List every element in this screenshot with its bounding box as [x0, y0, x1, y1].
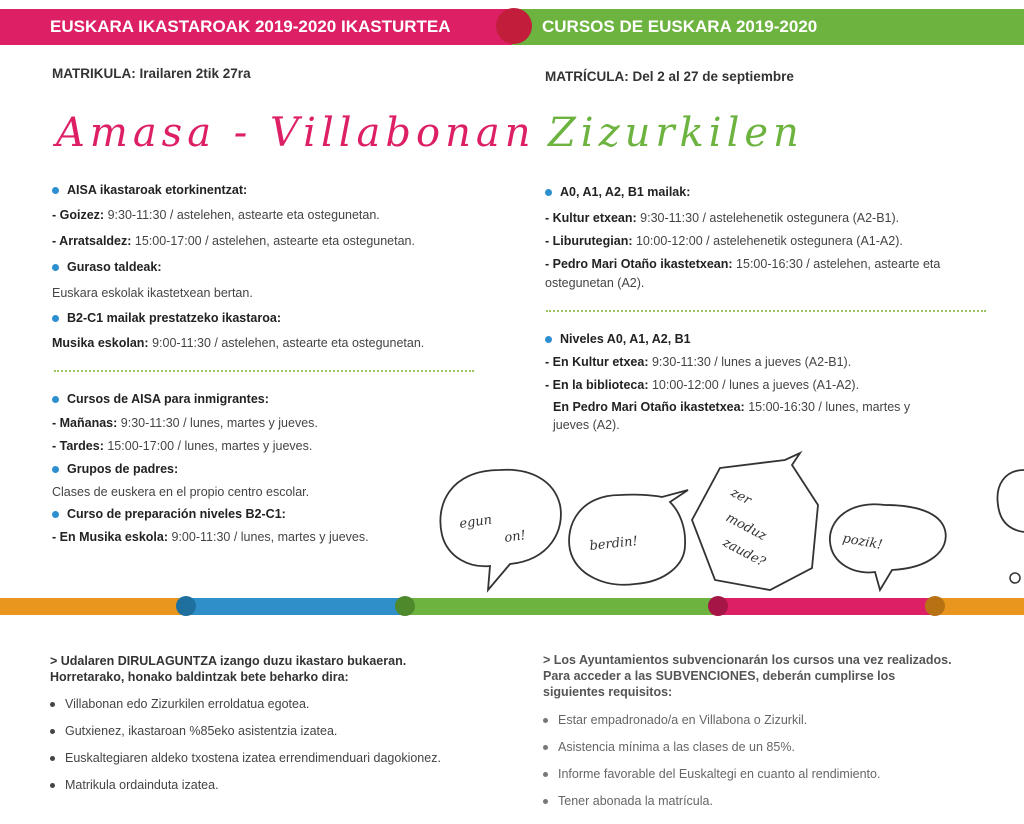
speech-bubbles-illustration — [430, 450, 1024, 600]
matricula-right-value: Del 2 al 27 de septiembre — [632, 69, 794, 84]
bullet-icon — [50, 702, 55, 707]
left-es-padres-heading: Grupos de padres: — [52, 462, 178, 476]
divider-left — [54, 370, 474, 372]
matricula-left-label: MATRIKULA: — [52, 66, 136, 81]
stripe-green — [405, 598, 718, 615]
bubble-1-line-2: on! — [503, 528, 527, 546]
left-eu-arratsaldez: - Arratsaldez: 15:00-17:00 / astelehen, astearte eta ostegunetan. — [52, 234, 415, 248]
matricula-right — [545, 69, 794, 84]
subsidy-es-item-3: Informe favorable del Euskaltegi en cuanto al rendimiento. — [543, 767, 880, 781]
bullet-icon — [52, 396, 59, 403]
bullet-icon — [543, 718, 548, 723]
speech-bubble-3 — [692, 453, 818, 590]
right-eu-pedro-2: ostegunetan (A2). — [545, 276, 645, 290]
left-es-musika: - En Musika eskola: 9:00-11:30 / lunes, martes y jueves. — [52, 530, 369, 544]
left-es-mananas: - Mañanas: 9:30-11:30 / lunes, martes y jueves. — [52, 416, 318, 430]
bubble-1-line-1: egun — [458, 512, 494, 532]
place-script-left: Amasa - Villabonan — [56, 110, 536, 156]
bullet-icon — [543, 745, 548, 750]
header-circle — [496, 8, 532, 44]
matricula-left-value: Irailaren 2tik 27ra — [139, 66, 251, 81]
stripe-orange — [0, 598, 185, 615]
stripe-pink — [718, 598, 935, 615]
divider-right — [546, 310, 986, 312]
bullet-icon — [50, 783, 55, 788]
bullet-icon — [52, 511, 59, 518]
left-eu-aisa-heading: AISA ikastaroak etorkinentzat: — [52, 183, 247, 197]
right-es-biblioteca: - En la biblioteca: 10:00-12:00 / lunes a jueves (A1-A2). — [545, 378, 860, 392]
speech-bubble-2 — [569, 490, 688, 585]
bullet-icon — [543, 772, 548, 777]
bullet-icon — [50, 756, 55, 761]
stripe-dot-pink — [708, 596, 728, 616]
subsidy-eu-item-1: Villabonan edo Zizurkilen erroldatua egotea. — [50, 697, 309, 711]
right-es-levels-heading: Niveles A0, A1, A2, B1 — [545, 332, 691, 346]
right-eu-kultur: - Kultur etxean: 9:30-11:30 / astelehenetik ostegunera (A2-B1). — [545, 211, 900, 225]
header-title-right: CURSOS DE EUSKARA 2019-2020 — [542, 17, 818, 36]
bubble-3-line-3: zaude? — [720, 535, 768, 571]
subsidy-es-item-1: Estar empadronado/a en Villabona o Zizurkil. — [543, 713, 807, 727]
bubble-2-text: berdin! — [588, 534, 639, 554]
left-eu-musika: Musika eskolan: 9:00-11:30 / astelehen, astearte eta ostegunetan. — [52, 336, 425, 350]
bullet-icon — [50, 729, 55, 734]
bullet-icon — [52, 264, 59, 271]
bullet-icon — [543, 799, 548, 804]
bullet-icon — [545, 189, 552, 196]
bullet-icon — [52, 315, 59, 322]
left-es-padres-text: Clases de euskera en el propio centro escolar. — [52, 485, 310, 499]
bullet-icon — [52, 466, 59, 473]
subsidy-intro-eu: > Udalaren DIRULAGUNTZA izango duzu ikastaro bukaeran. Horretarako, honako baldintzak bete beharko dira: — [50, 654, 407, 684]
matricula-right-label: MATRÍCULA: — [545, 69, 629, 84]
left-es-tardes: - Tardes: 15:00-17:00 / lunes, martes y jueves. — [52, 439, 313, 453]
stripe-blue — [185, 598, 405, 615]
subsidy-eu-item-2: Gutxienez, ikastaroan %85eko asistentzia izatea. — [50, 724, 337, 738]
small-circle-icon — [1010, 573, 1020, 583]
matricula-left — [52, 66, 251, 81]
left-es-aisa-heading: Cursos de AISA para inmigrantes: — [52, 392, 269, 406]
place-script-right: Zizurkilen — [548, 110, 804, 156]
right-eu-pedro: - Pedro Mari Otaño ikastetxean: 15:00-16:30 / astelehen, astearte eta — [545, 257, 941, 271]
bubble-4-text: pozik! — [841, 531, 884, 553]
subsidy-eu-item-4: Matrikula ordainduta izatea. — [50, 778, 219, 792]
right-es-pedro: En Pedro Mari Otaño ikastetxea: 15:00-16:30 / lunes, martes y — [553, 400, 911, 414]
left-eu-b2c1-heading: B2-C1 mailak prestatzeko ikastaroa: — [52, 311, 281, 325]
left-es-prep-heading: Curso de preparación niveles B2-C1: — [52, 507, 286, 521]
subsidy-eu-item-3: Euskaltegiaren aldeko txostena izatea errendimenduari dagokionez. — [50, 751, 441, 765]
bullet-icon — [545, 336, 552, 343]
speech-bubble-4 — [830, 504, 946, 590]
subsidy-es-item-2: Asistencia mínima a las clases de un 85%. — [543, 740, 795, 754]
speech-bubble-partial — [997, 470, 1024, 532]
subsidy-es-item-4: Tener abonada la matrícula. — [543, 794, 713, 808]
stripe-dot-green — [395, 596, 415, 616]
left-eu-guraso-heading: Guraso taldeak: — [52, 260, 161, 274]
speech-bubble-1 — [440, 470, 561, 590]
subsidy-intro-es: > Los Ayuntamientos subvencionarán los cursos una vez realizados. Para acceder a las SUBVENCIONES, deberán cumplirse los siguientes requisitos: — [543, 653, 952, 699]
svg-text:on! — [503, 528, 526, 546]
stripe-dot-orange — [925, 596, 945, 616]
right-es-kultur: - En Kultur etxea: 9:30-11:30 / lunes a jueves (A2-B1). — [545, 355, 852, 369]
right-eu-liburutegian: - Liburutegian: 10:00-12:00 / astelehenetik ostegunera (A1-A2). — [545, 234, 903, 248]
bullet-icon — [52, 187, 59, 194]
bubble-3-line-1: zer — [728, 485, 754, 509]
right-eu-levels-heading: A0, A1, A2, B1 mailak: — [545, 185, 690, 199]
stripe-dot-blue — [176, 596, 196, 616]
left-eu-guraso-text: Euskara eskolak ikastetxean bertan. — [52, 286, 253, 300]
right-es-pedro-2: jueves (A2). — [553, 418, 620, 432]
left-eu-goizez: - Goizez: 9:30-11:30 / astelehen, astearte eta ostegunetan. — [52, 208, 380, 222]
bubble-3-line-2: moduz — [723, 510, 769, 545]
stripe-orange-2 — [935, 598, 1024, 615]
header-title-left: EUSKARA IKASTAROAK 2019-2020 IKASTURTEA — [50, 17, 451, 36]
